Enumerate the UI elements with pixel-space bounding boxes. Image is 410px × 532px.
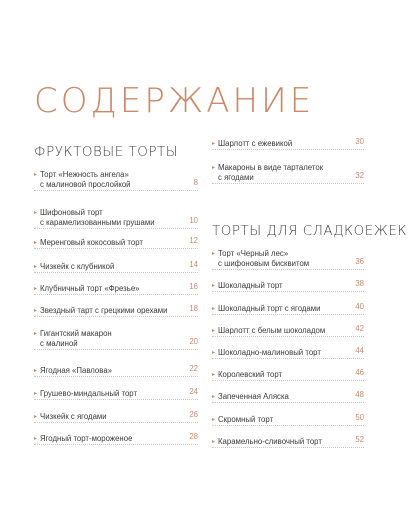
toc-entry-title: ▸ Шоколадный торт с ягодами <box>212 304 364 314</box>
toc-entry-title: ▸ Меренговый кокосовый торт <box>34 238 198 248</box>
toc-entry-title: ▸ Грушево-миндальный торт <box>34 389 198 399</box>
toc-entry[interactable] <box>212 281 364 292</box>
toc-page-number: 42 <box>355 324 364 333</box>
page-title: СОДЕРЖАНИЕ <box>34 81 315 121</box>
section-title-fruit-cakes: ФРУКТОВЫЕ ТОРТЫ <box>34 144 179 160</box>
toc-entry-title: ▸ Скромный торт <box>212 415 364 425</box>
toc-entry-title: ▸ Шоколадно-малиновый торт <box>212 348 364 358</box>
toc-entry-title: ▸ Королевский торт <box>212 370 364 380</box>
toc-entry-title: ▸ Звездный тарт с грецкими орехами <box>34 306 198 316</box>
toc-entry-title: ▸ Торт «Черный лес» <box>212 249 364 259</box>
toc-entry[interactable] <box>34 306 198 317</box>
toc-page-number: 24 <box>189 387 198 396</box>
toc-page-number: 16 <box>189 282 198 291</box>
toc-entry[interactable] <box>212 370 364 381</box>
toc-entry[interactable] <box>34 434 198 445</box>
toc-entry[interactable] <box>212 139 364 150</box>
toc-page-number: 20 <box>189 337 198 346</box>
toc-page-number: 36 <box>355 257 364 266</box>
toc-entry-title: ▸ Шоколадный торт <box>212 281 364 291</box>
toc-entry[interactable] <box>212 415 364 426</box>
toc-entry[interactable] <box>212 348 364 359</box>
toc-page-number: 50 <box>355 413 364 422</box>
toc-entry[interactable] <box>34 208 198 229</box>
toc-entry-title: ▸ Клубничный торт «Фрезье» <box>34 284 198 294</box>
toc-entry-subtitle: с шифоновым бисквитом <box>218 259 310 268</box>
toc-entry-subtitle: с малиновой прослойкой <box>40 180 131 189</box>
toc-entry-title: ▸ Карамельно-сливочный торт <box>212 437 364 447</box>
toc-entry[interactable] <box>34 262 198 273</box>
toc-entry[interactable] <box>212 249 364 270</box>
toc-page-number: 44 <box>355 346 364 355</box>
toc-page-number: 52 <box>355 435 364 444</box>
toc-page-number: 38 <box>355 279 364 288</box>
toc-entry[interactable] <box>34 329 198 350</box>
toc-entry-title: ▸ Торт «Нежность ангела» <box>34 170 198 180</box>
toc-entry-title: ▸ Шарлотт с ежевикой <box>212 139 364 149</box>
toc-page-number: 46 <box>355 368 364 377</box>
toc-entry-title: ▸ Гигантский макарон <box>34 329 198 339</box>
toc-entry-title: ▸ Чизкейк с клубникой <box>34 262 198 272</box>
toc-entry[interactable] <box>212 392 364 403</box>
toc-entry-title: ▸ Шифоновый торт <box>34 208 198 218</box>
toc-entry-title: ▸ Шарлотт с белым шоколадом <box>212 326 364 336</box>
toc-entry[interactable] <box>212 437 364 448</box>
toc-page-number: 48 <box>355 390 364 399</box>
toc-entry-title: ▸ Ягодная «Павлова» <box>34 366 198 376</box>
toc-entry[interactable] <box>34 412 198 423</box>
toc-page-number: 40 <box>355 302 364 311</box>
toc-page-number: 30 <box>355 137 364 146</box>
toc-entry[interactable] <box>34 284 198 295</box>
toc-entry[interactable] <box>212 304 364 315</box>
toc-entry-subtitle: с карамелизованными грушами <box>40 218 155 227</box>
toc-entry[interactable] <box>34 170 198 191</box>
toc-page-number: 22 <box>189 364 198 373</box>
toc-entry-title: ▸ Макароны в виде тарталеток <box>212 163 364 173</box>
toc-entry-subtitle: с малиной <box>40 339 78 348</box>
toc-entry-title: ▸ Ягодный торт-мороженое <box>34 434 198 444</box>
toc-entry-title: ▸ Чизкейк с ягодами <box>34 412 198 422</box>
toc-page-number: 26 <box>189 410 198 419</box>
toc-page-number: 12 <box>189 236 198 245</box>
toc-page-number: 14 <box>189 260 198 269</box>
toc-page-number: 32 <box>355 171 364 180</box>
toc-entry[interactable] <box>34 238 198 249</box>
toc-entry-title: ▸ Запеченная Аляска <box>212 392 364 402</box>
toc-entry[interactable] <box>34 389 198 400</box>
toc-page-number: 10 <box>189 216 198 225</box>
toc-entry[interactable] <box>212 326 364 337</box>
toc-page-number: 18 <box>189 304 198 313</box>
toc-entry[interactable] <box>34 366 198 377</box>
toc-entry[interactable] <box>212 163 364 184</box>
toc-page-number: 8 <box>193 178 198 187</box>
toc-entry-subtitle: с ягодами <box>218 173 254 182</box>
section-title-sweet-tooth-cakes: ТОРТЫ ДЛЯ СЛАДКОЕЖЕК <box>212 223 407 239</box>
toc-page-number: 28 <box>189 432 198 441</box>
